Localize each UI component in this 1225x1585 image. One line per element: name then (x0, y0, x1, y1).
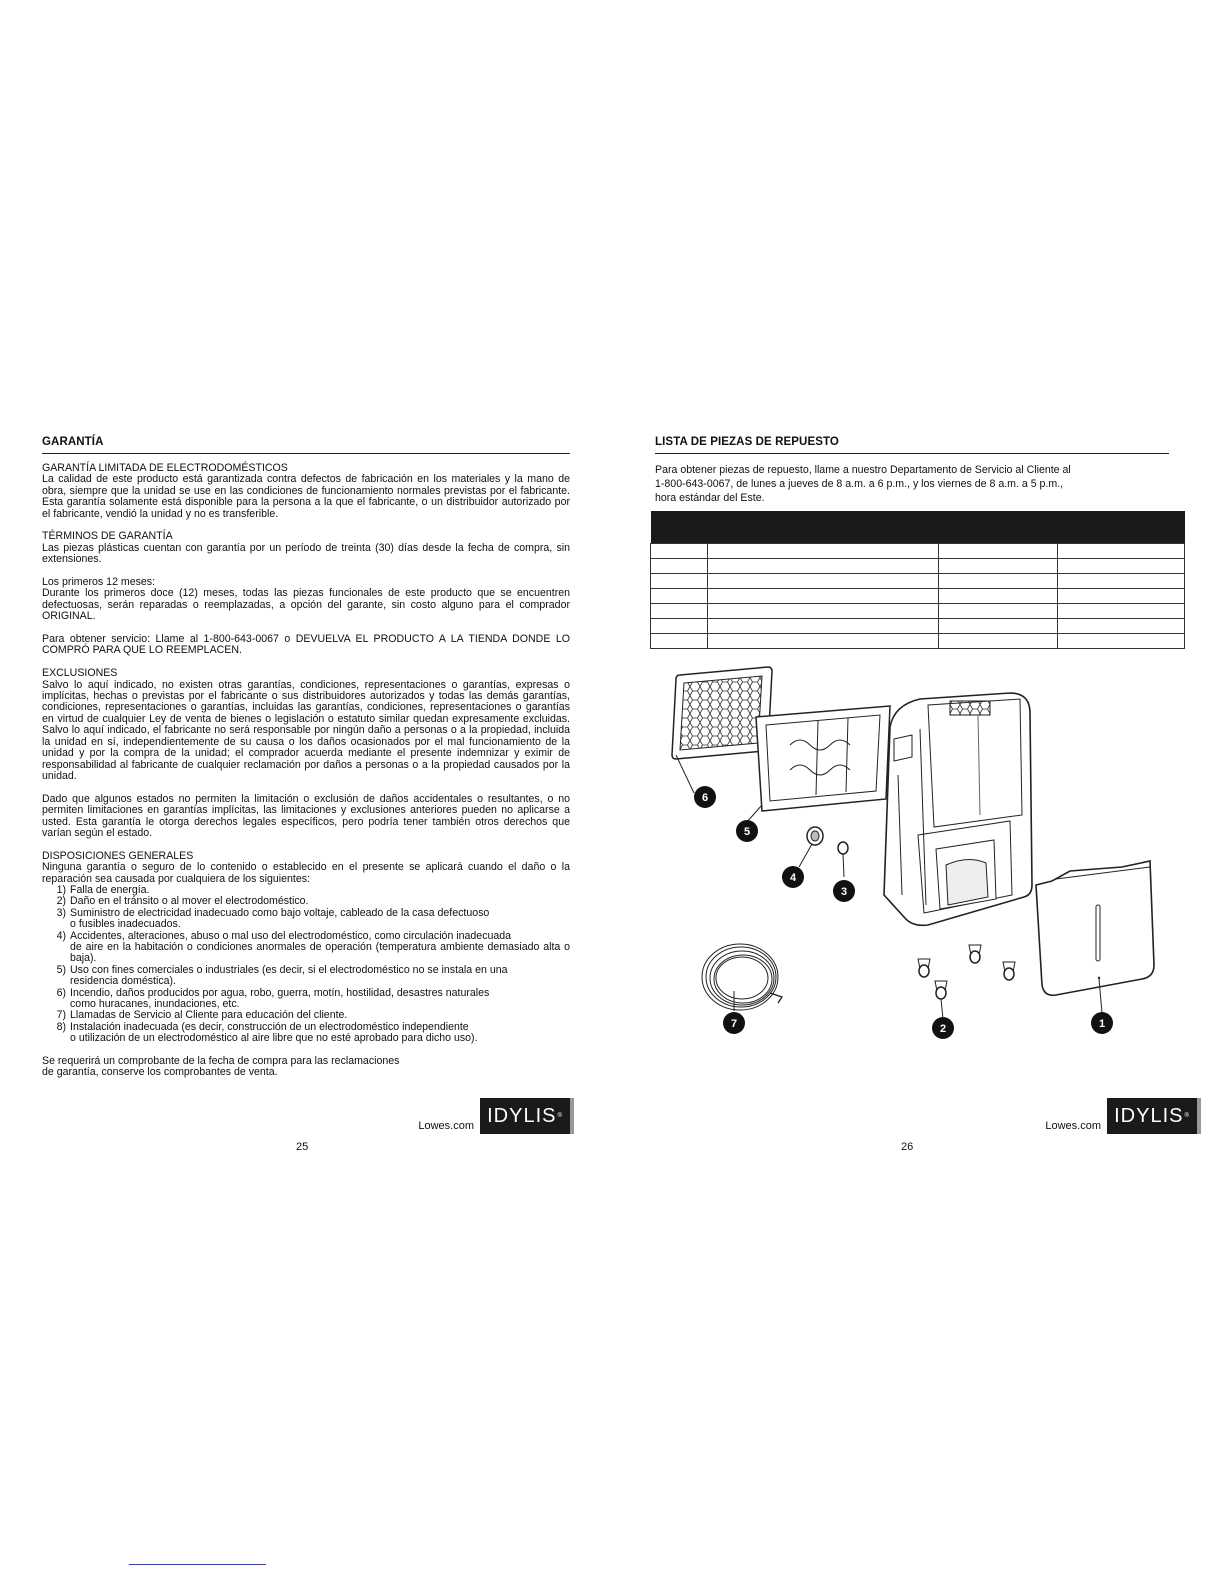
drain-hose (702, 944, 782, 1011)
terms-text: Las piezas plásticas cuentan con garantía por un período de treinta (30) días desde la fecha de compra, sin extensiones. (42, 541, 570, 566)
svg-text:5: 5 (743, 826, 751, 838)
page-number: 26 (901, 1141, 914, 1153)
general-heading: DISPOSICIONES GENERALES (42, 849, 194, 862)
table-row (651, 544, 1185, 559)
list-item: 5) Uso con fines comerciales o industriales (es decir, si el electrodoméstico no se instala en una residencia doméstica). (56, 963, 508, 988)
table-row (651, 589, 1185, 604)
page-number: 25 (296, 1141, 309, 1153)
dehumidifier-body (884, 693, 1032, 925)
lowes-link[interactable]: Lowes.com (1045, 1120, 1101, 1132)
parts-intro: Para obtener piezas de repuesto, llame a nuestro Departamento de Servicio al Cliente al 1-800-643-0067, de lunes a jueves de 8 a.m. a 6 p.m., y los viernes de 8 a.m. a 5 p.m., hora estándar del Este. (655, 464, 1071, 504)
first12-heading: Los primeros 12 meses: (42, 576, 156, 589)
callout-4 (782, 866, 804, 888)
table-row (651, 619, 1185, 634)
callout-5 (736, 820, 758, 842)
callout-1 (1091, 1012, 1113, 1034)
table-row (651, 634, 1185, 649)
parts-title: LISTA DE PIEZAS DE REPUESTO (655, 436, 839, 448)
terms-heading: TÉRMINOS DE GARANTÍA (42, 530, 173, 543)
list-item: 4) Accidentes, alteraciones, abuso o mal uso del electrodoméstico, como circulación inadecuada de aire en la habitación o condiciones anormales de operación (temperatura ambiente demasiado alta o baja). (56, 929, 570, 965)
parts-diagram (650, 655, 1185, 1055)
exclusions-text: Salvo lo aquí indicado, no existen otras garantías, condiciones, representaciones o garantías, expresas o implícitas, hechas o previstas por el fabricante o sus distribuidores autorizados y todas las demás garantías, condiciones, representaciones o garantías, incluidas las garantías, condiciones, representaciones o garantías en virtud de cualquier Ley de venta de bienes o legislación o estatuto similar quedan expresamente excluidas. Salvo lo aquí indicado, el fabricante no será responsable por ningún daño a personas o a la propiedad, incluida la unidad en sí, independientemente de su causa o los daños ocasionados por el mal funcionamiento de la unidad y por la compra de la unidad; el comprador acuerda mediante el presente indemnizar y eximir de responsabilidad al fabricante de cualquier reclamación por daños a personas o a la propiedad causados por la unidad. (42, 678, 570, 782)
table-row (651, 604, 1185, 619)
warranty-intro: La calidad de este producto está garantizada contra defectos de fabricación en los materiales y la mano de obra, siempre que la unidad se use en las condiciones de funcionamiento normales previstas por el fabricante. Esta garantía solamente está disponible para la persona a la que el fabricante, o un distribuidor autorizado por el fabricante, vendió la unidad y no es transferible. (42, 473, 570, 520)
bottom-link-line (129, 1564, 266, 1565)
callout-6 (694, 786, 716, 808)
list-item: 3) Suministro de electricidad inadecuado como bajo voltaje, cableado de la casa defectuoso o fusibles inadecuados. (56, 906, 490, 931)
lowes-link[interactable]: Lowes.com (418, 1120, 474, 1132)
states-text: Dado que algunos estados no permiten la limitación o exclusión de daños accidentales o resultantes, o no permiten limitaciones en garantías implícitas, las limitaciones y exclusiones anteriores pueden no aplicarse a usted. Esta garantía le otorga derechos legales específicos, pero podría tener también otros derechos que varían según el estado. (42, 792, 570, 839)
warranty-title: GARANTÍA (42, 436, 104, 448)
list-item: 7) Llamadas de Servicio al Cliente para educación del cliente. (56, 1009, 348, 1022)
drain-plug (838, 842, 848, 877)
parts-table (650, 511, 1185, 649)
general-text: Ninguna garantía o seguro de lo contenido o establecido en el presente se aplicará cuando el daño o la reparación sea causada por cualquiera de los siguientes: (42, 861, 570, 885)
first12-text: Durante los primeros doce (12) meses, todas las piezas funcionales de este producto que se encuentren defectuosas, serán reparadas o reemplazadas, a opción del garante, sin costo alguno para el comprador ORIGINAL. (42, 587, 570, 623)
idylis-logo: IDYLIS ® (480, 1098, 570, 1134)
svg-text:2: 2 (939, 1023, 947, 1035)
svg-text:4: 4 (789, 872, 797, 884)
svg-text:6: 6 (701, 792, 709, 804)
exclusion-list (42, 885, 570, 1045)
receipt-line-1: Se requerirá un comprobante de la fecha de compra para las reclamaciones (42, 1055, 400, 1068)
service-text: Para obtener servicio: Llame al 1-800-643-0067 o DEVUELVA EL PRODUCTO A LA TIENDA DONDE LO COMPRÓ PARA QUE LO REEMPLACEN. (42, 633, 570, 657)
callout-3 (833, 880, 855, 902)
svg-text:1: 1 (1098, 1018, 1106, 1030)
table-header (651, 511, 1185, 544)
footer-brand (418, 1098, 570, 1134)
list-item: 6) Incendio, daños producidos por agua, robo, guerra, motín, hostilidad, desastres naturales como huracanes, inundaciones, etc. (56, 986, 490, 1010)
footer-brand (1045, 1098, 1197, 1134)
callout-7 (723, 1012, 745, 1034)
control-knob (799, 827, 823, 867)
exclusions-heading: EXCLUSIONES (42, 667, 118, 680)
warranty-body (42, 463, 570, 1079)
svg-text:7: 7 (730, 1018, 738, 1030)
limited-warranty-heading: GARANTÍA LIMITADA DE ELECTRODOMÉSTICOS (42, 462, 288, 474)
table-row (651, 574, 1185, 589)
svg-text:3: 3 (840, 886, 848, 898)
title-rule (42, 453, 570, 454)
casters (918, 945, 1015, 1019)
water-bucket (1036, 861, 1154, 1013)
idylis-logo: IDYLIS ® (1107, 1098, 1197, 1134)
callout-2 (932, 1017, 954, 1039)
list-item: 8) Instalación inadecuada (es decir, construcción de un electrodoméstico independiente o utilización de un electrodoméstico al aire libre que no esté aprobado para dicho uso). (56, 1020, 478, 1045)
list-item: 2) Daño en el tránsito o al mover el electrodoméstico. (56, 895, 309, 908)
table-row (651, 559, 1185, 574)
receipt-line-2: de garantía, conserve los comprobantes de venta. (42, 1066, 278, 1079)
list-item: 1) Falla de energía. (56, 883, 150, 896)
filter-frame (746, 706, 890, 823)
title-rule (655, 453, 1169, 454)
